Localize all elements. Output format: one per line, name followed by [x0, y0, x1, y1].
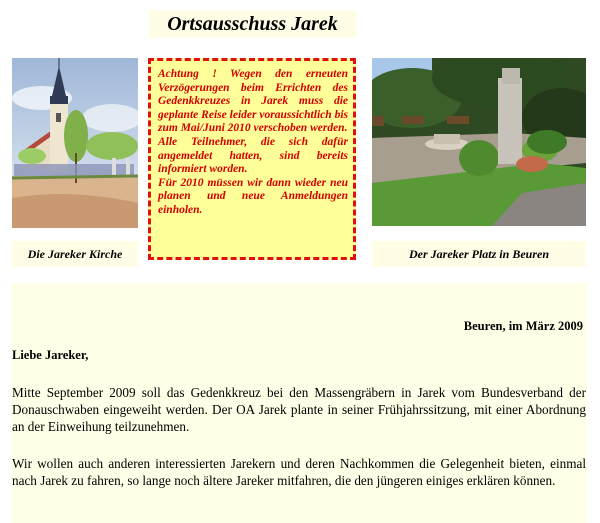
date-line: Beuren, im März 2009	[463, 319, 583, 333]
church-image	[12, 58, 138, 228]
postponement-notice	[148, 58, 356, 260]
notice-paragraph: Alle Teilnehmer, die sich dafür angemeldet hatten, sind bereits informiert worden.	[158, 135, 348, 176]
letter-paragraph: Mitte September 2009 soll das Gedenkkreuz bei den Massengräbern in Jarek vom Bundesverband der Donauschwaben eingeweiht werden. Der OA Jarek plante in seiner Frühjahrssitzung, mit einer Abordnung an der Einweihung teilzunehmen.	[12, 385, 586, 434]
memorial-square-caption: Der Jareker Platz in Beuren	[372, 241, 586, 267]
memorial-square-image	[372, 58, 586, 226]
salutation: Liebe Jareker,	[12, 348, 89, 362]
letter-section	[12, 283, 587, 523]
church-caption: Die Jareker Kirche	[12, 241, 138, 267]
notice-paragraph: Achtung ! Wegen den erneuten Verzögerungen beim Errichten des Gedenkkreuzes in Jarek muss die geplante Reise leider voraussichtlich bis zum Mai/Juni 2010 verschoben werden.	[158, 68, 348, 135]
letter-paragraph: Wir wollen auch anderen interessierten Jarekern und deren Nachkommen die Gelegenheit bieten, einmal nach Jarek zu fahren, so lange noch ältere Jareker mitfahren, die den jüngeren einiges erklären können.	[12, 456, 586, 488]
page-title: Ortsausschuss Jarek	[149, 10, 356, 38]
notice-paragraph: Für 2010 müssen wir dann wieder neu planen und neue Anmeldungen einholen.	[158, 176, 348, 216]
